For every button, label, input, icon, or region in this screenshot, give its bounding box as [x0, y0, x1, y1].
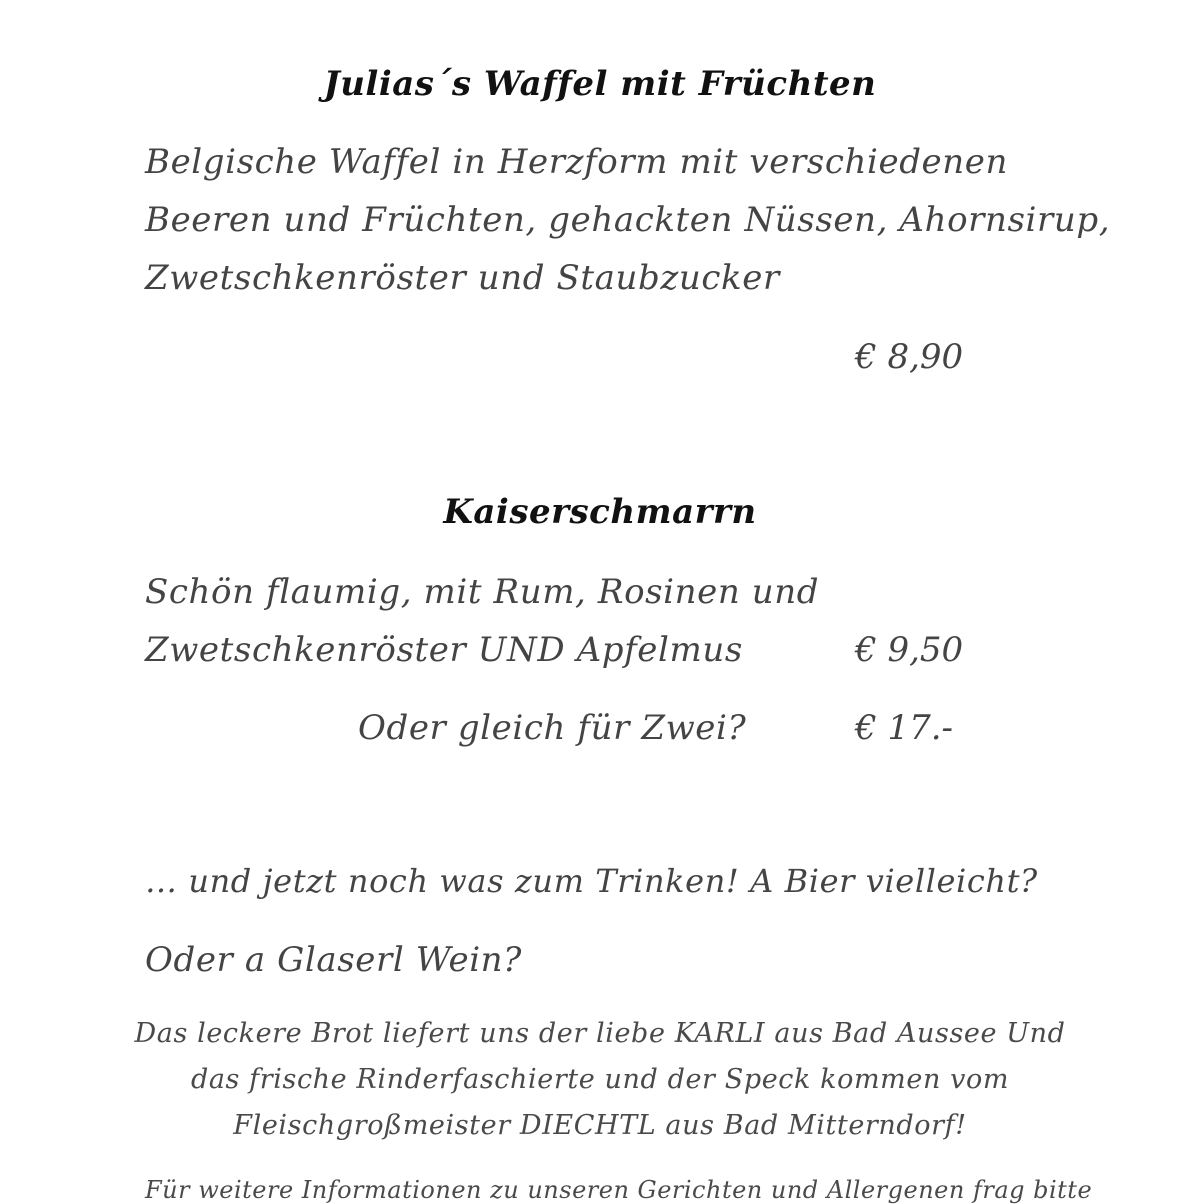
suppliers-line-2: das frische Rinderfaschierte und der Speck kommen vom: [190, 1064, 1010, 1095]
kaiserschmarrn-description-line-2: Zwetschkenröster UND Apfelmus: [145, 630, 743, 670]
kaiserschmarrn-description-line-1: Schön flaumig, mit Rum, Rosinen und: [145, 572, 820, 612]
suppliers-line-1: Das leckere Brot liefert uns der liebe KARLI aus Bad Aussee Und: [134, 1018, 1066, 1049]
kaiserschmarrn-price: € 9,50: [855, 630, 964, 670]
waffle-price: € 8,90: [855, 337, 964, 377]
waffle-description-line-2: Beeren und Früchten, gehackten Nüssen, Ahornsirup,: [145, 200, 1111, 240]
waffle-title: Julias´s Waffel mit Früchten: [323, 64, 877, 104]
drinks-line-2: Oder a Glaserl Wein?: [145, 940, 523, 980]
waffle-description-line-1: Belgische Waffel in Herzform mit verschiedenen: [145, 142, 1008, 182]
suppliers-line-3: Fleischgroßmeister DIECHTL aus Bad Mitterndorf!: [233, 1110, 967, 1141]
kaiserschmarrn-title: Kaiserschmarrn: [443, 492, 757, 532]
footer-allergen-note: Für weitere Informationen zu unseren Gerichten und Allergenen frag bitte: [145, 1176, 1093, 1204]
waffle-description-line-3: Zwetschkenröster und Staubzucker: [145, 258, 780, 298]
drinks-line-1: … und jetzt noch was zum Trinken! A Bier vielleicht?: [145, 862, 1038, 900]
kaiserschmarrn-for-two-price: € 17.-: [855, 708, 953, 748]
kaiserschmarrn-for-two-label: Oder gleich für Zwei?: [358, 708, 747, 748]
